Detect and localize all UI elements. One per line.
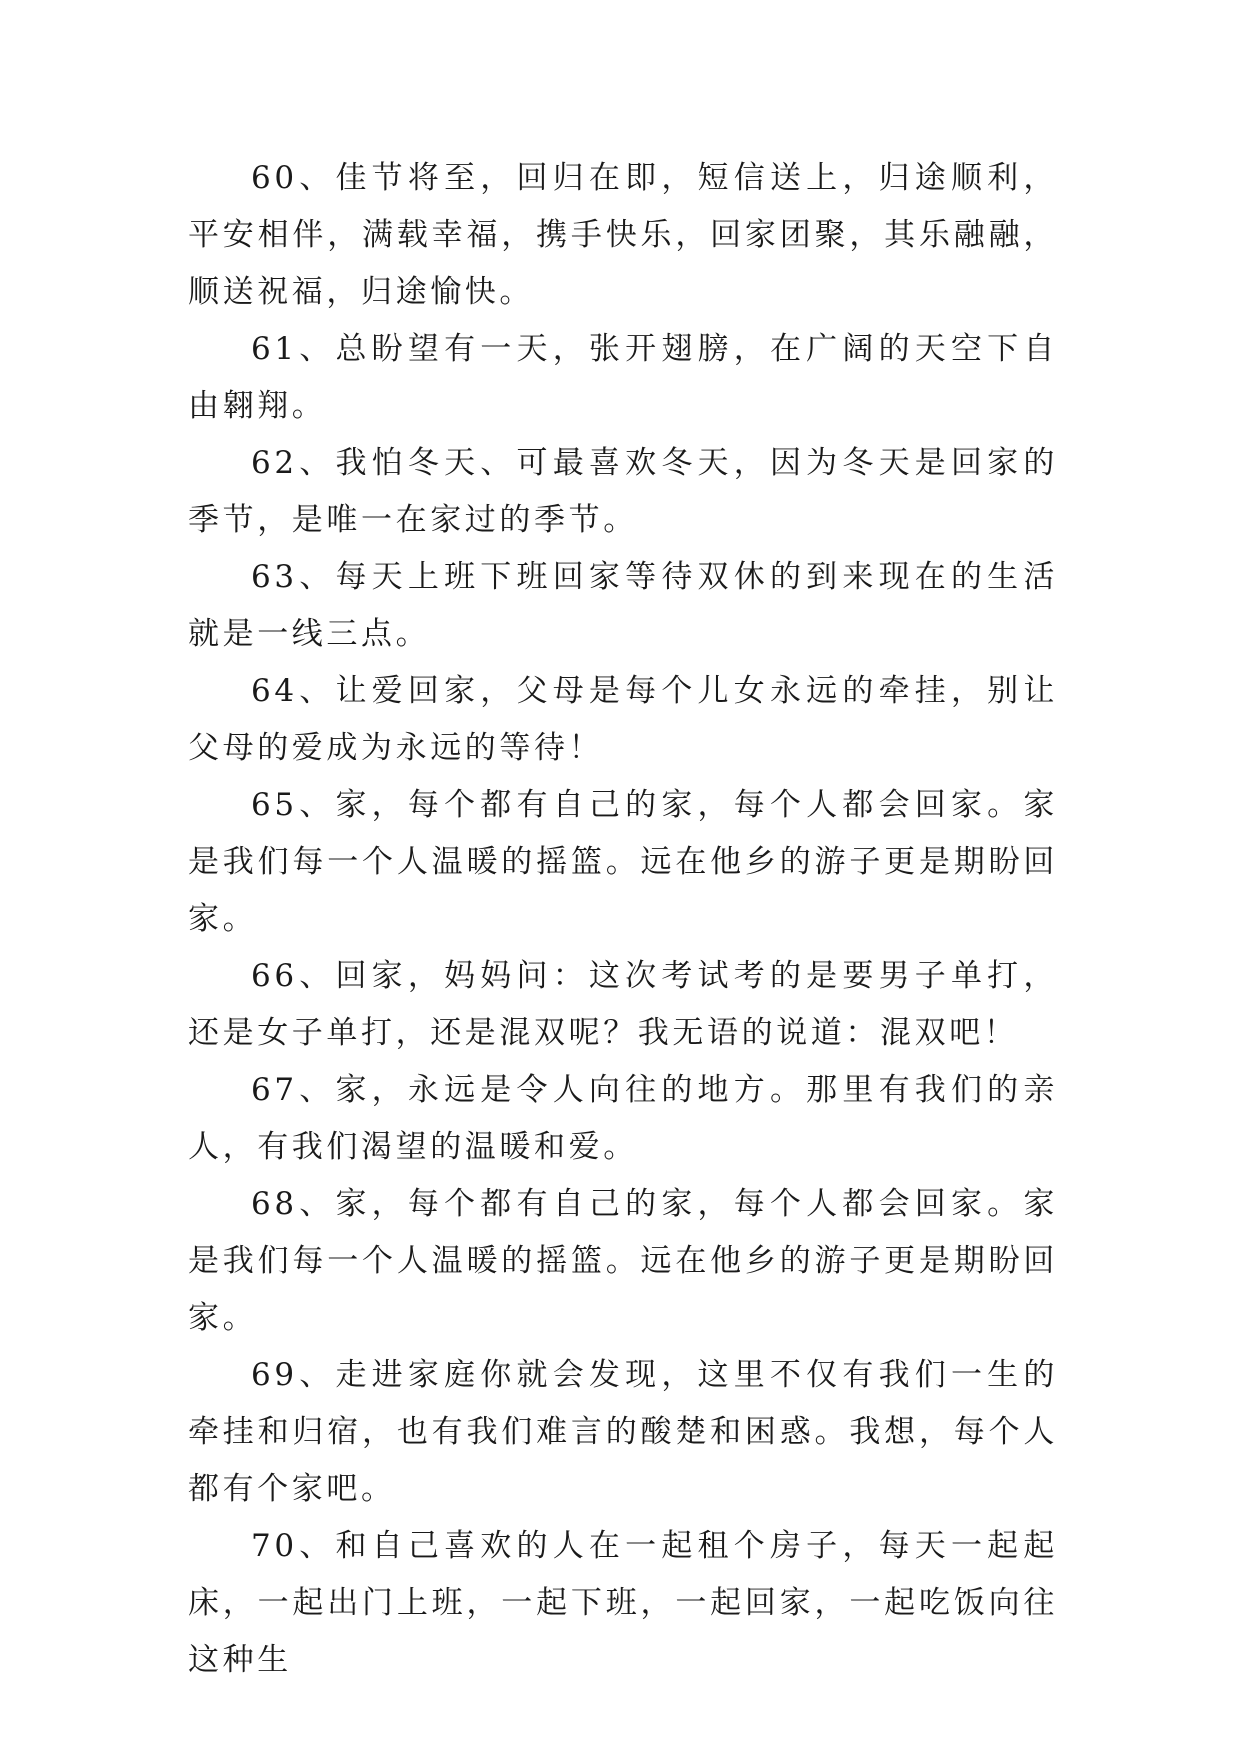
paragraph-67: 67、家，永远是令人向往的地方。那里有我们的亲人，有我们渴望的温暖和爱。 — [188, 1072, 1058, 1165]
paragraph-64: 64、让爱回家，父母是每个儿女永远的牵挂，别让父母的爱成为永远的等待！ — [188, 673, 1058, 766]
paragraph-68: 68、家，每个都有自己的家，每个人都会回家。家是我们每一个人温暖的摇篮。远在他乡的游子更是期盼回家。 — [188, 1186, 1058, 1336]
paragraph-60: 60、佳节将至，回归在即，短信送上，归途顺利，平安相伴，满载幸福，携手快乐，回家团聚，其乐融融，顺送祝福，归途愉快。 — [188, 160, 1058, 310]
paragraph-70: 70、和自己喜欢的人在一起租个房子，每天一起起床，一起出门上班，一起下班，一起回家，一起吃饭向往这种生 — [188, 1528, 1058, 1678]
document-body — [188, 150, 1058, 1689]
paragraph-65: 65、家，每个都有自己的家，每个人都会回家。家是我们每一个人温暖的摇篮。远在他乡的游子更是期盼回家。 — [188, 787, 1058, 937]
paragraph-66: 66、回家，妈妈问：这次考试考的是要男子单打，还是女子单打，还是混双呢？我无语的说道：混双吧！ — [188, 958, 1058, 1051]
paragraph-69: 69、走进家庭你就会发现，这里不仅有我们一生的牵挂和归宿，也有我们难言的酸楚和困惑。我想，每个人都有个家吧。 — [188, 1357, 1058, 1507]
paragraph-61: 61、总盼望有一天，张开翅膀，在广阔的天空下自由翱翔。 — [188, 331, 1058, 424]
paragraph-63: 63、每天上班下班回家等待双休的到来现在的生活就是一线三点。 — [188, 559, 1058, 652]
paragraph-62: 62、我怕冬天、可最喜欢冬天，因为冬天是回家的季节，是唯一在家过的季节。 — [188, 445, 1058, 538]
